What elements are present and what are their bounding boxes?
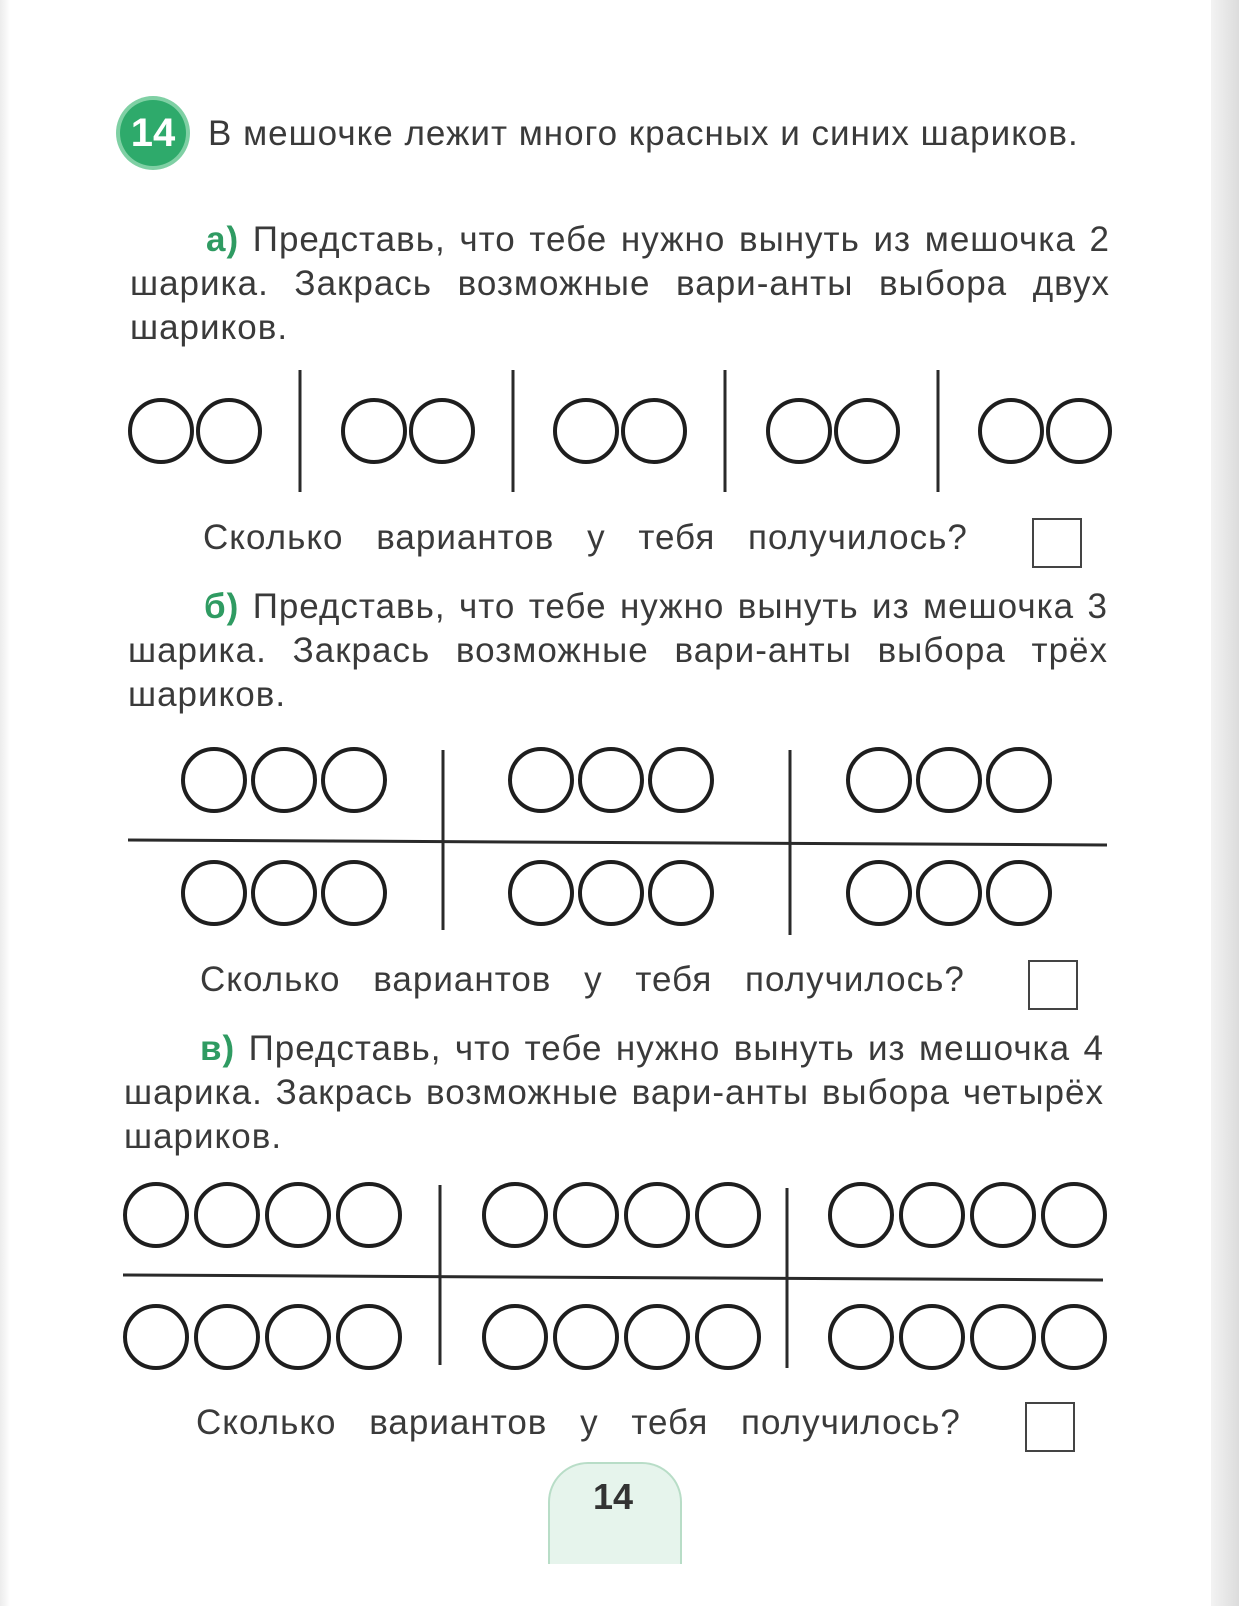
part-a-group-3-ball-2[interactable] bbox=[623, 400, 685, 462]
part-b-text: Представь, что тебе нужно вынуть из мешочка 3 шарика. Закрась возможные вари-анты выбора трёх шариков. bbox=[128, 587, 1108, 714]
part-a-group-4-ball-1[interactable] bbox=[768, 400, 830, 462]
part-c-group-6-ball-2[interactable] bbox=[901, 1306, 963, 1368]
part-b-question: Сколько вариантов у тебя получилось? bbox=[200, 960, 965, 999]
part-a-group-5-ball-2[interactable] bbox=[1048, 400, 1110, 462]
part-b-group-4-ball-1[interactable] bbox=[183, 862, 245, 924]
part-b-group-3-ball-2[interactable] bbox=[918, 749, 980, 811]
part-c-letter: в) bbox=[200, 1029, 236, 1068]
part-c-horizontal-divider bbox=[123, 1275, 1103, 1280]
part-b-group-1-ball-3[interactable] bbox=[323, 749, 385, 811]
part-c-group-2-ball-4[interactable] bbox=[697, 1184, 759, 1246]
part-b-group-6-ball-2[interactable] bbox=[918, 862, 980, 924]
part-b-group-3-ball-1[interactable] bbox=[848, 749, 910, 811]
part-c-group-3-ball-3[interactable] bbox=[972, 1184, 1034, 1246]
part-a-group-3-ball-1[interactable] bbox=[555, 400, 617, 462]
part-b-group-1-ball-1[interactable] bbox=[183, 749, 245, 811]
page-number: 14 bbox=[592, 1476, 634, 1517]
part-b-group-3-ball-3[interactable] bbox=[988, 749, 1050, 811]
part-c-question: Сколько вариантов у тебя получилось? bbox=[196, 1403, 961, 1442]
part-c-group-1-ball-2[interactable] bbox=[196, 1184, 258, 1246]
part-c-group-4-ball-4[interactable] bbox=[338, 1306, 400, 1368]
part-b-letter: б) bbox=[204, 587, 240, 626]
part-c-group-2-ball-3[interactable] bbox=[626, 1184, 688, 1246]
part-c-group-1-ball-3[interactable] bbox=[267, 1184, 329, 1246]
part-a-group-1-ball-2[interactable] bbox=[198, 400, 260, 462]
part-b-group-4-ball-3[interactable] bbox=[323, 862, 385, 924]
part-c-group-4-ball-1[interactable] bbox=[125, 1306, 187, 1368]
part-b-group-6-ball-1[interactable] bbox=[848, 862, 910, 924]
part-b-group-6-ball-3[interactable] bbox=[988, 862, 1050, 924]
part-c-group-3-ball-4[interactable] bbox=[1043, 1184, 1105, 1246]
part-c-group-5-ball-4[interactable] bbox=[697, 1306, 759, 1368]
part-c-group-2-ball-2[interactable] bbox=[555, 1184, 617, 1246]
part-c-group-2-ball-1[interactable] bbox=[484, 1184, 546, 1246]
part-c-group-6-ball-1[interactable] bbox=[830, 1306, 892, 1368]
part-a-letter: а) bbox=[206, 220, 240, 259]
part-a-text: Представь, что тебе нужно вынуть из мешочка 2 шарика. Закрась возможные вари-анты выбора двух шариков. bbox=[130, 220, 1110, 347]
task-number: 14 bbox=[130, 110, 176, 155]
part-b-group-5-ball-3[interactable] bbox=[650, 862, 712, 924]
part-c-group-3-ball-2[interactable] bbox=[901, 1184, 963, 1246]
part-c-group-5-ball-2[interactable] bbox=[555, 1306, 617, 1368]
part-a-group-2-ball-2[interactable] bbox=[411, 400, 473, 462]
part-a-group-2-ball-1[interactable] bbox=[343, 400, 405, 462]
part-c-group-1-ball-1[interactable] bbox=[125, 1184, 187, 1246]
part-b-group-5-ball-1[interactable] bbox=[510, 862, 572, 924]
part-c-group-5-ball-1[interactable] bbox=[484, 1306, 546, 1368]
part-b-group-2-ball-2[interactable] bbox=[580, 749, 642, 811]
task-intro: В мешочке лежит много красных и синих шариков. bbox=[208, 114, 1079, 153]
part-a-group-4-ball-2[interactable] bbox=[836, 400, 898, 462]
part-b-group-2-ball-1[interactable] bbox=[510, 749, 572, 811]
part-c-group-6-ball-3[interactable] bbox=[972, 1306, 1034, 1368]
part-c-group-1-ball-4[interactable] bbox=[338, 1184, 400, 1246]
part-a-question: Сколько вариантов у тебя получилось? bbox=[203, 518, 968, 557]
part-b-group-2-ball-3[interactable] bbox=[650, 749, 712, 811]
part-c-text: Представь, что тебе нужно вынуть из мешочка 4 шарика. Закрась возможные вари-анты выбора четырёх шариков. bbox=[124, 1029, 1104, 1156]
part-b-horizontal-divider bbox=[128, 840, 1107, 845]
part-c-group-3-ball-1[interactable] bbox=[830, 1184, 892, 1246]
part-b-group-5-ball-2[interactable] bbox=[580, 862, 642, 924]
part-c-group-4-ball-3[interactable] bbox=[267, 1306, 329, 1368]
part-c-group-4-ball-2[interactable] bbox=[196, 1306, 258, 1368]
part-b-group-4-ball-2[interactable] bbox=[253, 862, 315, 924]
part-a-group-5-ball-1[interactable] bbox=[980, 400, 1042, 462]
part-c-group-6-ball-4[interactable] bbox=[1043, 1306, 1105, 1368]
part-b-group-1-ball-2[interactable] bbox=[253, 749, 315, 811]
part-c-group-5-ball-3[interactable] bbox=[626, 1306, 688, 1368]
part-a-group-1-ball-1[interactable] bbox=[130, 400, 192, 462]
